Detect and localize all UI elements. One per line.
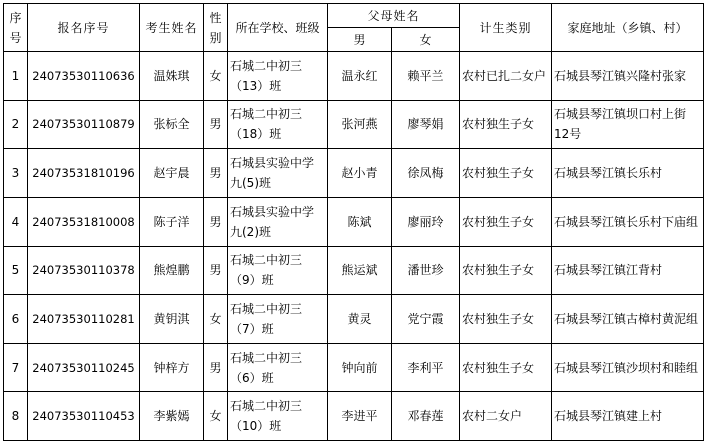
cell-mother: 赖平兰	[392, 52, 460, 101]
cell-gender: 男	[204, 100, 228, 149]
cell-father: 熊运斌	[328, 246, 392, 295]
cell-school: 石城二中初三（18）班	[228, 100, 328, 149]
cell-name: 陈子洋	[140, 197, 204, 246]
cell-mother: 徐凤梅	[392, 149, 460, 198]
cell-address: 石城县琴江镇建上村	[552, 392, 704, 441]
cell-gender: 男	[204, 149, 228, 198]
header-father: 男	[328, 28, 392, 52]
cell-seq: 5	[4, 246, 28, 295]
header-seq: 序号	[4, 4, 28, 52]
table-row	[4, 197, 704, 246]
cell-reg: 24073530110245	[28, 343, 140, 392]
cell-father: 赵小青	[328, 149, 392, 198]
cell-gender: 男	[204, 246, 228, 295]
table-row	[4, 246, 704, 295]
cell-gender: 男	[204, 197, 228, 246]
cell-name: 赵宇晨	[140, 149, 204, 198]
header-gender: 性别	[204, 4, 228, 52]
cell-seq: 6	[4, 295, 28, 344]
header-mother: 女	[392, 28, 460, 52]
student-roster-table	[3, 3, 704, 441]
cell-category: 农村独生子女	[460, 343, 552, 392]
cell-address: 石城县琴江镇沙坝村和睦组	[552, 343, 704, 392]
cell-father: 陈斌	[328, 197, 392, 246]
cell-reg: 24073531810196	[28, 149, 140, 198]
cell-gender: 女	[204, 52, 228, 101]
cell-category: 农村二女户	[460, 392, 552, 441]
table-row	[4, 100, 704, 149]
cell-father: 温永红	[328, 52, 392, 101]
cell-category: 农村独生子女	[460, 246, 552, 295]
cell-seq: 1	[4, 52, 28, 101]
cell-reg: 24073530110879	[28, 100, 140, 149]
table-row	[4, 52, 704, 101]
cell-gender: 女	[204, 295, 228, 344]
cell-reg: 24073531810008	[28, 197, 140, 246]
cell-father: 李进平	[328, 392, 392, 441]
cell-category: 农村独生子女	[460, 100, 552, 149]
header-name: 考生姓名	[140, 4, 204, 52]
cell-school: 石城县实验中学九(5)班	[228, 149, 328, 198]
cell-school: 石城二中初三（13）班	[228, 52, 328, 101]
cell-school: 石城二中初三（9）班	[228, 246, 328, 295]
cell-reg: 24073530110281	[28, 295, 140, 344]
cell-father: 钟向前	[328, 343, 392, 392]
cell-gender: 女	[204, 392, 228, 441]
cell-seq: 2	[4, 100, 28, 149]
cell-mother: 李利平	[392, 343, 460, 392]
cell-name: 温姝琪	[140, 52, 204, 101]
cell-school: 石城县实验中学九(2)班	[228, 197, 328, 246]
cell-address: 石城县琴江镇坝口村上街12号	[552, 100, 704, 149]
table-row	[4, 149, 704, 198]
cell-school: 石城二中初三（7）班	[228, 295, 328, 344]
cell-address: 石城县琴江镇古樟村黄泥组	[552, 295, 704, 344]
cell-name: 李紫嫣	[140, 392, 204, 441]
header-category: 计生类别	[460, 4, 552, 52]
header-school: 所在学校、班级	[228, 4, 328, 52]
cell-school: 石城二中初三（10）班	[228, 392, 328, 441]
cell-name: 黄钥淇	[140, 295, 204, 344]
cell-name: 张标全	[140, 100, 204, 149]
table-row	[4, 343, 704, 392]
header-address: 家庭地址（乡镇、村）	[552, 4, 704, 52]
cell-seq: 3	[4, 149, 28, 198]
cell-name: 钟梓方	[140, 343, 204, 392]
cell-reg: 24073530110378	[28, 246, 140, 295]
cell-address: 石城县琴江镇长乐村	[552, 149, 704, 198]
cell-address: 石城县琴江镇江背村	[552, 246, 704, 295]
table-row	[4, 295, 704, 344]
cell-mother: 潘世珍	[392, 246, 460, 295]
cell-name: 熊煌鹏	[140, 246, 204, 295]
cell-father: 黄灵	[328, 295, 392, 344]
header-reg: 报名序号	[28, 4, 140, 52]
cell-reg: 24073530110453	[28, 392, 140, 441]
cell-seq: 8	[4, 392, 28, 441]
cell-mother: 廖丽玲	[392, 197, 460, 246]
cell-address: 石城县琴江镇长乐村下庙组	[552, 197, 704, 246]
cell-category: 农村独生子女	[460, 149, 552, 198]
header-parents: 父母姓名	[328, 4, 460, 28]
cell-seq: 4	[4, 197, 28, 246]
cell-father: 张河燕	[328, 100, 392, 149]
cell-category: 农村独生子女	[460, 197, 552, 246]
cell-category: 农村独生子女	[460, 295, 552, 344]
cell-mother: 党宁霞	[392, 295, 460, 344]
cell-school: 石城二中初三（6）班	[228, 343, 328, 392]
cell-address: 石城县琴江镇兴隆村张家	[552, 52, 704, 101]
cell-seq: 7	[4, 343, 28, 392]
cell-mother: 邓春莲	[392, 392, 460, 441]
table-row	[4, 392, 704, 441]
cell-mother: 廖琴娟	[392, 100, 460, 149]
cell-reg: 24073530110636	[28, 52, 140, 101]
cell-gender: 男	[204, 343, 228, 392]
cell-category: 农村已扎二女户	[460, 52, 552, 101]
